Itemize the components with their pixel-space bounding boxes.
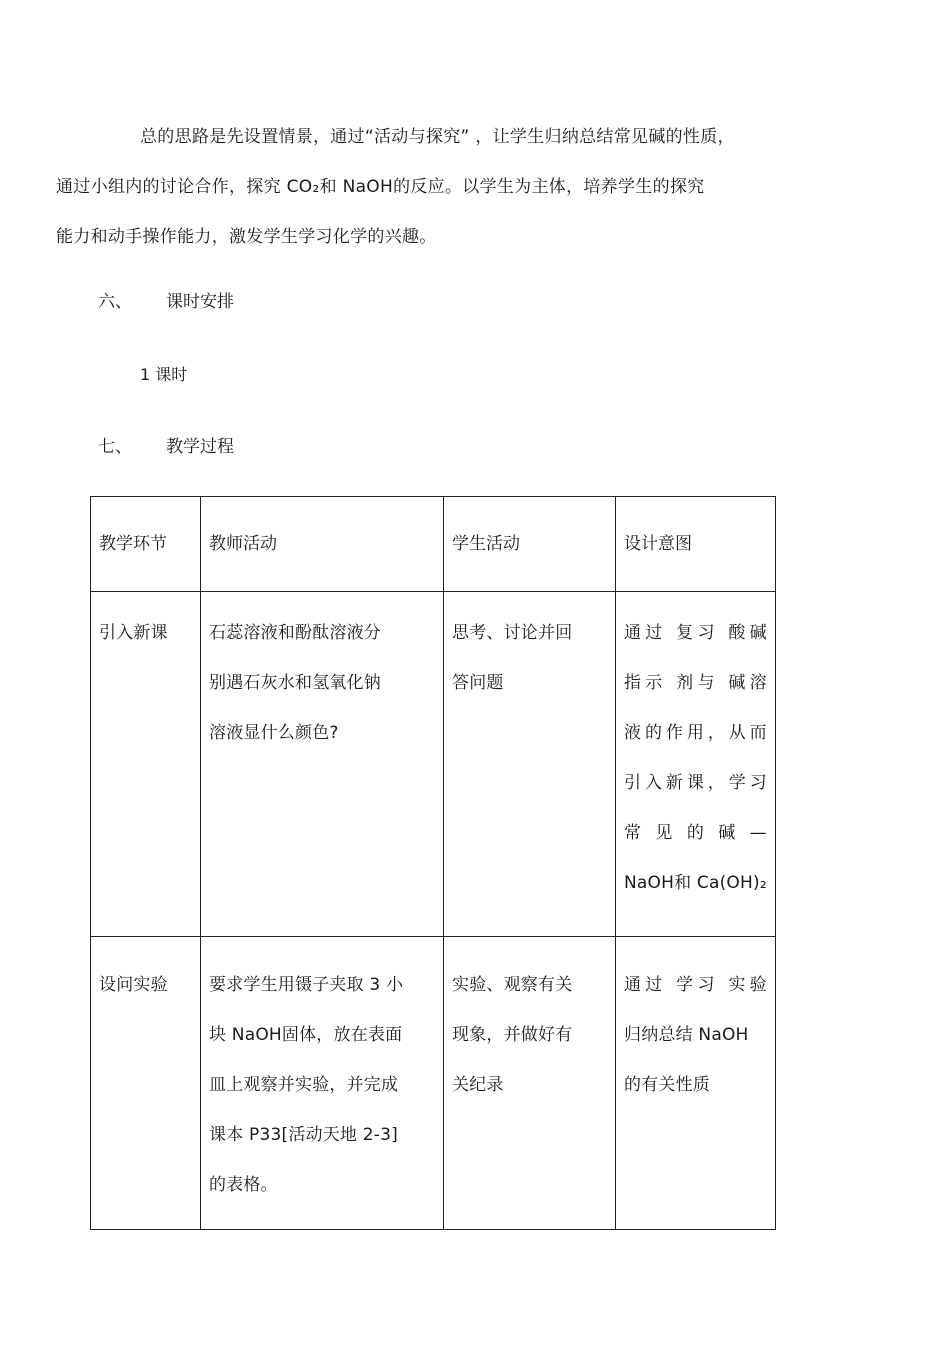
section-heading-process <box>98 435 234 459</box>
cell-line: 思考、讨论并回 <box>452 623 573 643</box>
cell-line: 别遇石灰水和氢氧化钠 <box>209 673 381 693</box>
student-activity-cell <box>444 937 616 1230</box>
cell-line: 的有关性质 <box>624 1075 710 1095</box>
section-number: 七、 <box>98 437 132 457</box>
header-cell: 教学环节 <box>91 497 201 592</box>
cell-line: 通过 复习 酸碱 <box>624 623 767 643</box>
intro-line-2: 通过小组内的讨论合作，探究 CO₂和 NaOH的反应。以学生为主体，培养学生的探究 <box>56 177 705 197</box>
stage-cell <box>91 937 201 1230</box>
header-cell: 教师活动 <box>201 497 444 592</box>
intro-line-1: 总的思路是先设置情景，通过“活动与探究” ，让学生归纳总结常见碱的性质， <box>140 127 735 147</box>
cell-line: 常 见 的 碱 — <box>624 823 767 843</box>
stage-cell <box>91 592 201 937</box>
cell-line: 归纳总结 NaOH <box>624 1025 749 1045</box>
section-number: 六、 <box>98 292 132 312</box>
table-header-row <box>91 497 776 592</box>
class-hours: 1 课时 <box>140 365 188 384</box>
cell-line: NaOH和 Ca(OH)₂ <box>624 873 767 893</box>
cell-line: 液的作用，从而 <box>624 723 767 743</box>
cell-line: 引入新课，学习 <box>624 773 767 793</box>
section-heading-schedule <box>98 290 234 314</box>
design-intent-cell <box>616 937 776 1230</box>
teacher-activity-cell <box>201 592 444 937</box>
cell-line: 指示 剂与 碱溶 <box>624 673 767 693</box>
cell-line: 要求学生用镊子夹取 3 小 <box>209 975 404 995</box>
header-cell: 学生活动 <box>444 497 616 592</box>
cell-line: 通过 学习 实验 <box>624 975 767 995</box>
cell-line: 关纪录 <box>452 1075 504 1095</box>
intro-paragraph <box>56 112 828 262</box>
cell-line: 课本 P33[活动天地 2-3] <box>209 1125 398 1145</box>
cell-line: 的表格。 <box>209 1175 278 1195</box>
table-row <box>91 937 776 1230</box>
stage-text: 引入新课 <box>99 623 168 643</box>
cell-line: 皿上观察并实验，并完成 <box>209 1075 399 1095</box>
header-cell: 设计意图 <box>616 497 776 592</box>
teaching-process-table <box>90 496 776 1230</box>
stage-text: 设问实验 <box>99 975 168 995</box>
cell-line: 现象，并做好有 <box>452 1025 573 1045</box>
intro-line-3: 能力和动手操作能力，激发学生学习化学的兴趣。 <box>56 227 437 247</box>
cell-line: 溶液显什么颜色? <box>209 723 339 743</box>
cell-line: 实验、观察有关 <box>452 975 573 995</box>
cell-line: 石蕊溶液和酚酞溶液分 <box>209 623 381 643</box>
table-row <box>91 592 776 937</box>
section-title: 课时安排 <box>166 292 234 312</box>
cell-line: 块 NaOH固体，放在表面 <box>209 1025 403 1045</box>
cell-line: 答问题 <box>452 673 504 693</box>
section-title: 教学过程 <box>166 437 234 457</box>
design-intent-cell <box>616 592 776 937</box>
teacher-activity-cell <box>201 937 444 1230</box>
student-activity-cell <box>444 592 616 937</box>
